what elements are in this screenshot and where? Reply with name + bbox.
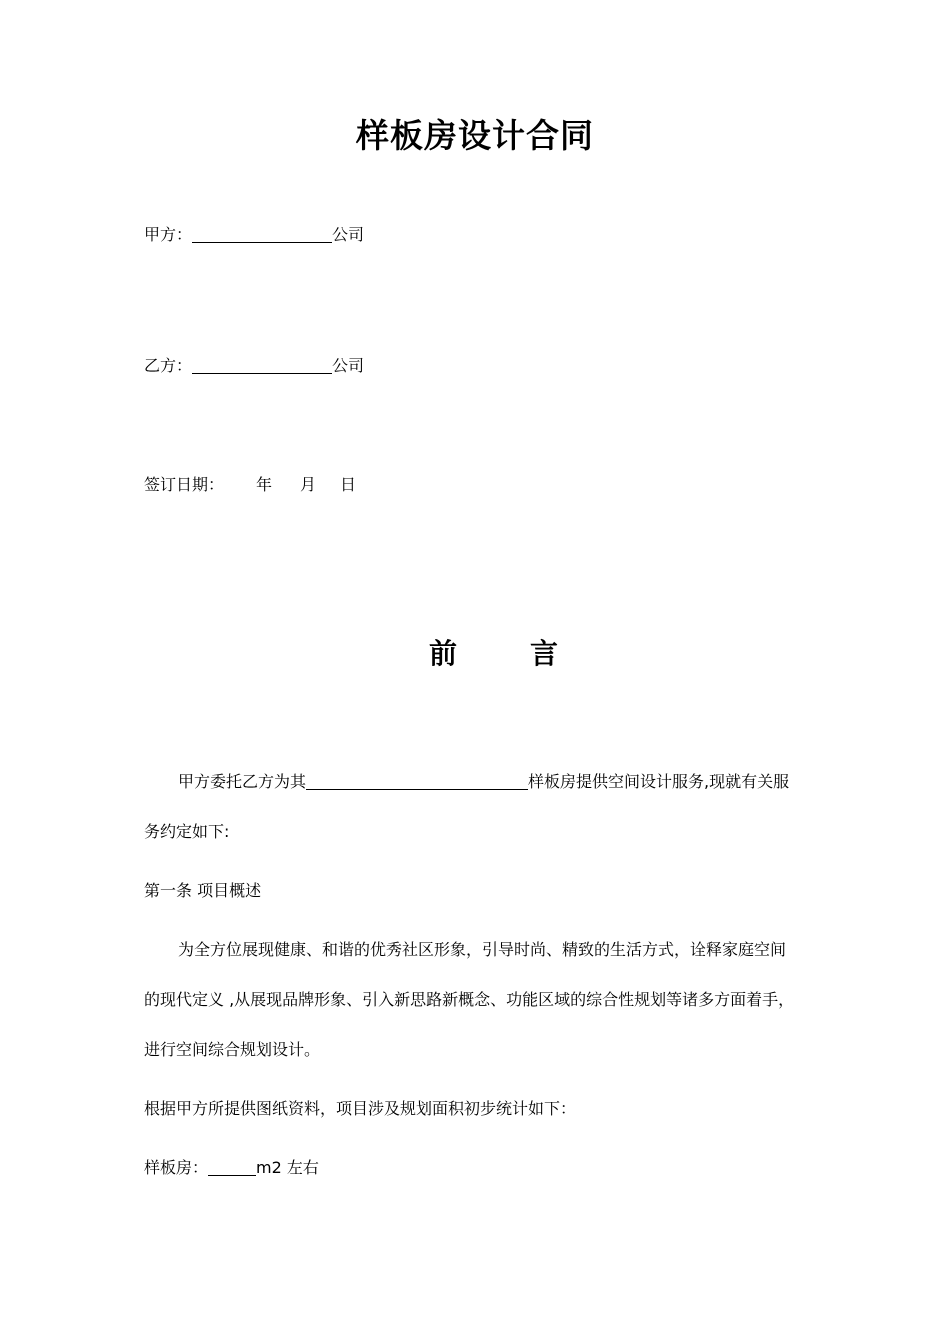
party-b-line (144, 354, 364, 378)
intro-text-before: 甲方委托乙方为其 (178, 772, 307, 791)
sign-date-day: 日 (340, 475, 357, 494)
party-a-suffix: 公司 (332, 225, 365, 244)
area-unit: m2 左右 (256, 1158, 319, 1177)
sign-date-line (144, 473, 356, 497)
party-a-label: 甲方： (144, 225, 193, 244)
area-label: 样板房： (144, 1158, 209, 1177)
sign-date-year: 年 (256, 475, 273, 494)
intro-text-after: 样板房提供空间设计服务,现就有关服 (528, 772, 790, 791)
preface-heading-char1: 前 (429, 637, 458, 670)
intro-line-1 (144, 770, 789, 794)
project-name-blank[interactable] (306, 771, 528, 790)
area-blank[interactable] (208, 1157, 256, 1176)
document-title: 样板房设计合同 (356, 116, 594, 155)
party-a-line (144, 223, 364, 247)
article-1-para-line-2: 的现代定义 ,从展现品牌形象、引入新思路新概念、功能区域的综合性规划等诸多方面着手， (144, 990, 795, 1009)
party-b-label: 乙方： (144, 356, 193, 375)
sign-date-label: 签订日期： (144, 475, 225, 494)
sign-date-month: 月 (300, 475, 317, 494)
party-a-blank[interactable] (192, 224, 332, 243)
article-1-para-line-3: 进行空间综合规划设计。 (144, 1040, 321, 1059)
article-1-heading: 第一条 项目概述 (144, 881, 262, 900)
article-1-para-line-1: 为全方位展现健康、和谐的优秀社区形象，引导时尚、精致的生活方式，诠释家庭空间 (178, 940, 787, 959)
area-line (144, 1156, 319, 1180)
intro-line-2: 务约定如下: (144, 822, 230, 841)
stats-intro: 根据甲方所提供图纸资料，项目涉及规划面积初步统计如下： (144, 1099, 577, 1118)
preface-heading-char2: 言 (530, 637, 559, 670)
party-b-suffix: 公司 (332, 356, 365, 375)
party-b-blank[interactable] (192, 355, 332, 374)
